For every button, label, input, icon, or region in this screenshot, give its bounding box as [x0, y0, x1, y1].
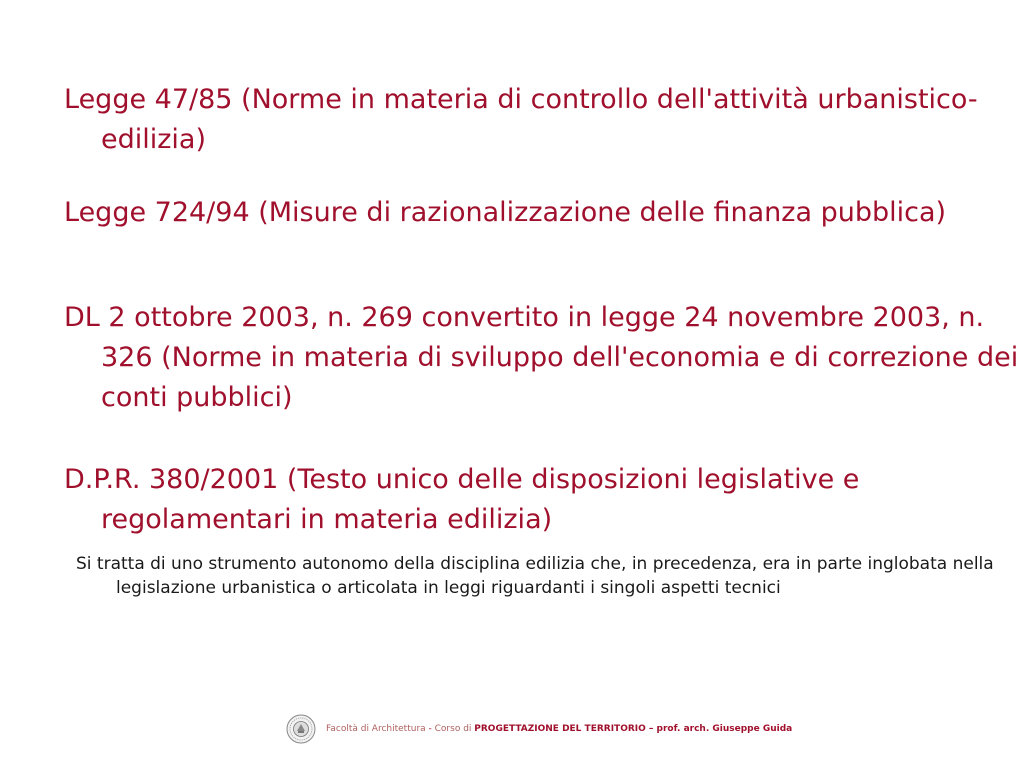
- law-item-724-94: Legge 724/94 (Misure di razionalizzazione delle finanza pubblica): [64, 197, 947, 228]
- slide-footer: [286, 712, 792, 746]
- law-item-dpr-380-2001: D.P.R. 380/2001 (Testo unico delle disposizioni legislative e regolamentari in materia edilizia): [64, 464, 860, 535]
- law-item-47-85: Legge 47/85 (Norme in materia di controllo dell'attività urbanistico-edilizia): [64, 84, 978, 155]
- footer-course-prefix: Corso di: [434, 724, 475, 734]
- university-seal-icon: [286, 714, 316, 744]
- dpr-description-note: Si tratta di uno strumento autonomo della disciplina edilizia che, in precedenza, era in parte inglobata nella legislazione urbanistica o articolata in leggi riguardanti i singoli aspetti tecnici: [76, 554, 994, 598]
- footer-faculty: Facoltà di Architettura: [326, 724, 426, 734]
- footer-course-name: PROGETTAZIONE DEL TERRITORIO – prof. arch. Giuseppe Guida: [474, 724, 793, 734]
- law-item-dl-269-2003: DL 2 ottobre 2003, n. 269 convertito in legge 24 novembre 2003, n. 326 (Norme in materia di sviluppo dell'economia e di correzione dei conti pubblici): [64, 302, 1019, 413]
- footer-separator: -: [425, 724, 435, 734]
